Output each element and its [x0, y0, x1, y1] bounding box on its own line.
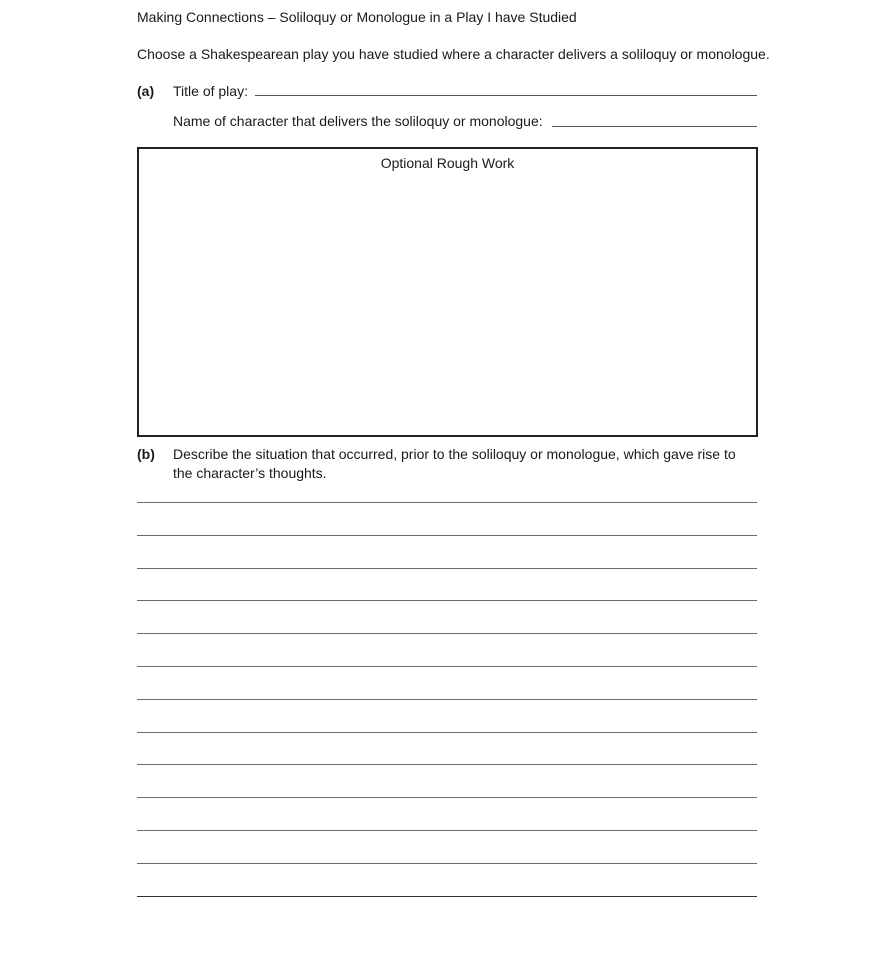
answer-line[interactable] [137, 568, 757, 569]
answer-line[interactable] [137, 797, 757, 798]
instructions-text: Choose a Shakespearean play you have studied where a character delivers a soliloquy or monologue. [137, 46, 770, 62]
answer-line[interactable] [137, 830, 757, 831]
character-name-label: Name of character that delivers the soliloquy or monologue: [173, 113, 543, 129]
answer-line[interactable] [137, 764, 757, 765]
answer-line[interactable] [137, 863, 757, 864]
title-of-play-label: Title of play: [173, 83, 248, 99]
part-b-prompt: Describe the situation that occurred, prior to the soliloquy or monologue, which gave rise to the character’s thoughts. [173, 446, 736, 481]
answer-line[interactable] [137, 732, 757, 733]
answer-line[interactable] [137, 535, 757, 536]
rough-work-box[interactable] [137, 147, 758, 437]
part-a-label: (a) [137, 83, 155, 99]
title-of-play-field[interactable] [255, 95, 757, 96]
answer-line[interactable] [137, 633, 757, 634]
answer-line[interactable] [137, 502, 757, 503]
character-name-field[interactable] [552, 126, 757, 127]
answer-line[interactable] [137, 600, 757, 601]
answer-line[interactable] [137, 896, 757, 897]
part-b-label: (b) [137, 446, 155, 462]
page-heading: Making Connections – Soliloquy or Monologue in a Play I have Studied [137, 9, 577, 25]
answer-line[interactable] [137, 666, 757, 667]
answer-line[interactable] [137, 699, 757, 700]
rough-work-title: Optional Rough Work [380, 155, 515, 171]
